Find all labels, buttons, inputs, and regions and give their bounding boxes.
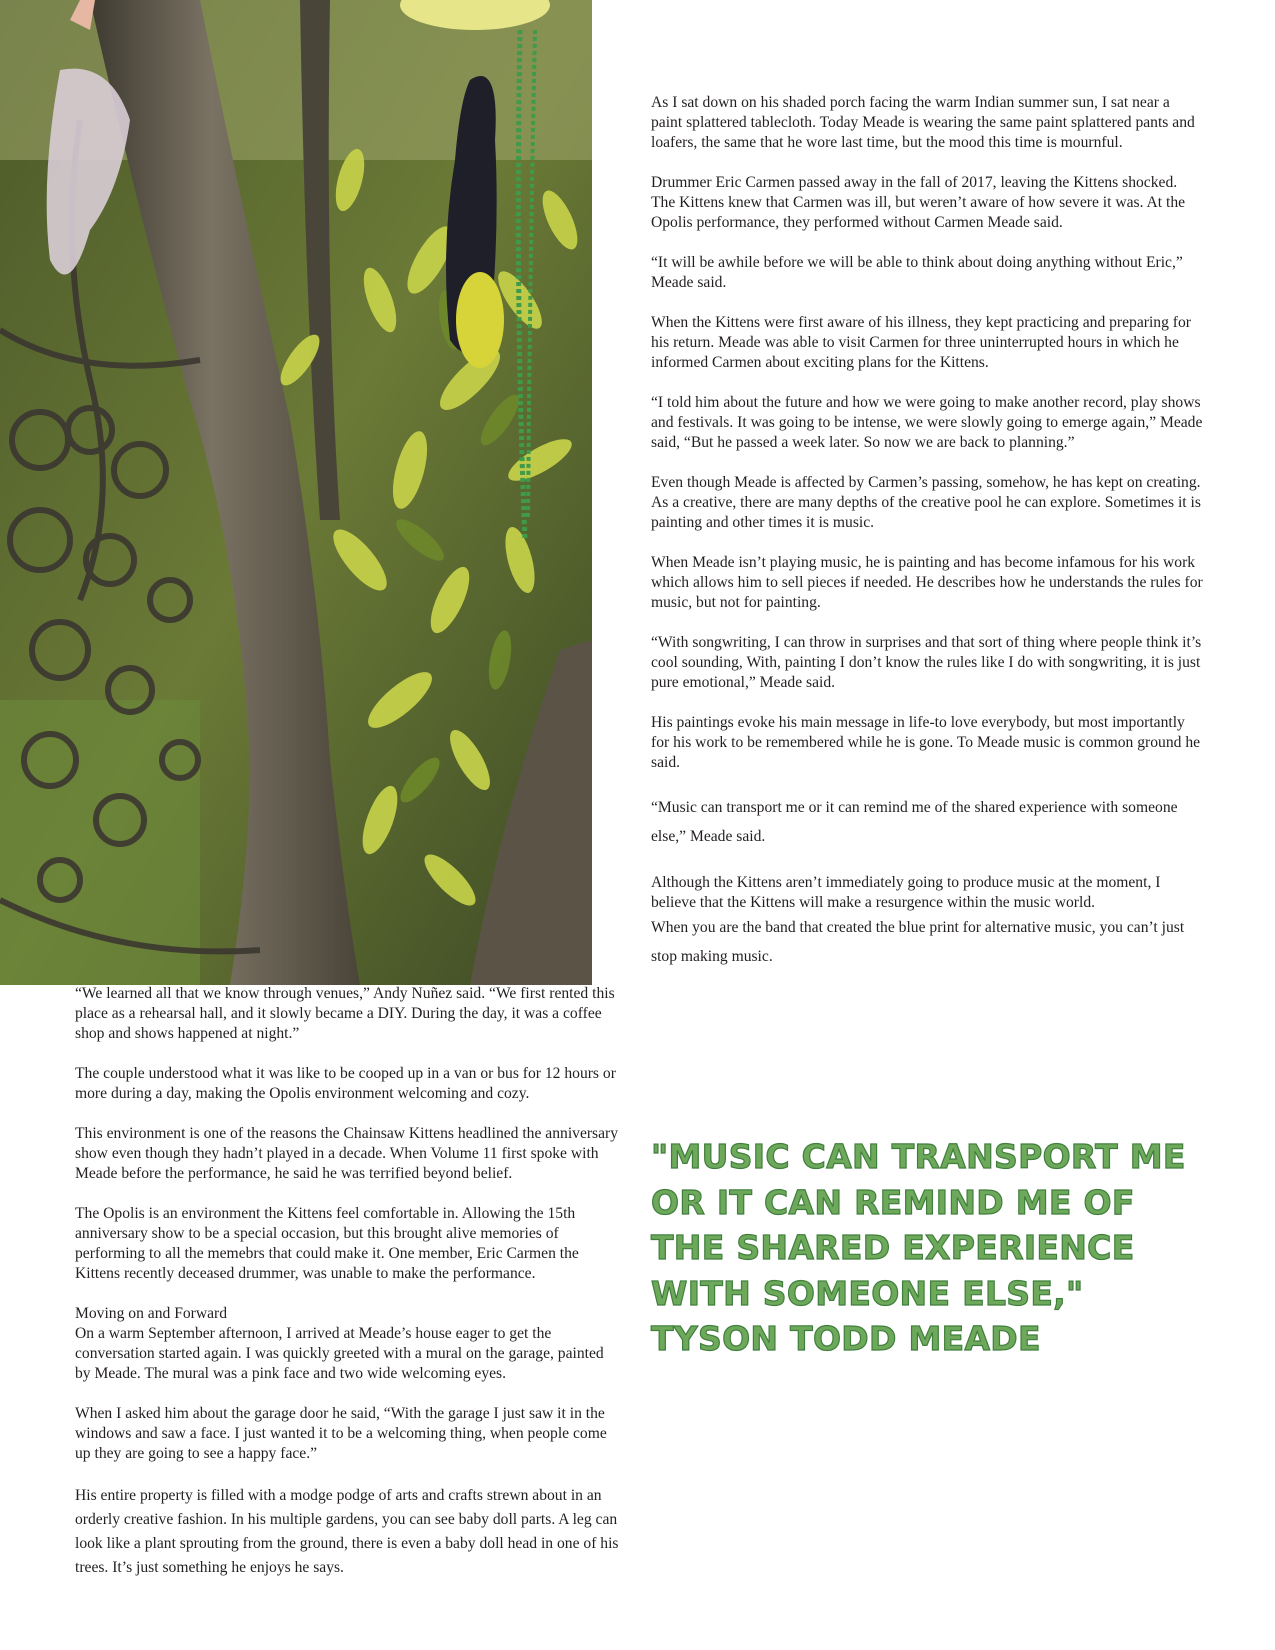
left-paragraph-4: The Opolis is an environment the Kittens feel comfortable in. Allowing the 15th anniversary show to be a special occasion, but this brought alive memories of performing to all the memebrs that could make it. One member, Eric Carmen the Kittens recently deceased drummer, was unable to make the performance. [75,1205,579,1282]
right-paragraph-2: Drummer Eric Carmen passed away in the fall of 2017, leaving the Kittens shocked. The Kittens knew that Carmen was ill, but weren’t aware of how severe it was. At the Opolis performance, they performed without Carmen Meade said. [651,174,1186,231]
left-paragraph-2: The couple understood what it was like to be cooped up in a van or bus for 12 hours or more during a day, making the Opolis environment welcoming and cozy. [75,1065,616,1102]
right-paragraph-7: When Meade isn’t playing music, he is painting and has become infamous for his work which allows him to sell pieces if needed. He describes how he understands the rules for music, but not for painting. [651,554,1203,611]
section-subheading: Moving on and Forward [75,1305,228,1322]
right-paragraph-3: “It will be awhile before we will be able to think about doing anything without Eric,” Meade said. [651,254,1183,291]
right-paragraph-6: Even though Meade is affected by Carmen’s passing, somehow, he has kept on creating. As a creative, there are many depths of the creative pool he can explore. Sometimes it is painting and other times it is music. [651,474,1201,531]
left-article-column [75,984,623,1600]
section-block [75,1304,623,1384]
right-paragraph-8: “With songwriting, I can throw in surprises and that sort of thing where people think it’s cool sounding, With, painting I don’t know the rules like I do with songwriting, it is just pure emotional,” Meade said. [651,634,1202,691]
right-paragraph-4: When the Kittens were first aware of his illness, they kept practicing and preparing for his return. Meade was able to visit Carmen for three uninterrupted hours in which he informed Carmen about exciting plans for the Kittens. [651,314,1191,371]
right-paragraph-11a: Although the Kittens aren’t immediately going to produce music at the moment, I believe that the Kittens will make a resurgence within the music world. [651,874,1161,911]
right-paragraph-11b: When you are the band that created the blue print for alternative music, you can’t just stop making music. [651,919,1185,965]
garden-photo [0,0,592,985]
left-paragraph-3: This environment is one of the reasons the Chainsaw Kittens headlined the anniversary show even though they hadn’t played in a decade. When Volume 11 first spoke with Meade before the performance, he said he was terrified beyond belief. [75,1125,619,1182]
left-paragraph-5: On a warm September afternoon, I arrived at Meade’s house eager to get the conversation started again. I was quickly greeted with a mural on the garage, painted by Meade. The mural was a pink face and two wide welcoming eyes. [75,1325,604,1382]
right-paragraph-9: His paintings evoke his main message in life-to love everybody, but most importantly for his work to be remembered while he is gone. To Meade music is common ground he said. [651,714,1201,771]
right-article-column [651,93,1203,971]
left-paragraph-1: “We learned all that we know through venues,” Andy Nuñez said. “We first rented this place as a rehearsal hall, and it slowly became a DIY. During the day, it was a coffee shop and shows happened at night.” [75,985,615,1042]
left-paragraph-6: When I asked him about the garage door he said, “With the garage I just saw it in the windows and saw a face. I just wanted it to be a welcoming thing, when people come up they are going to see a happy face.” [75,1405,607,1462]
pull-quote: "MUSIC CAN TRANSPORT ME OR IT CAN REMIND ME OF THE SHARED EXPERIENCE WITH SOMEONE ELSE," TYSON TODD MEADE [651,1137,1186,1358]
garden-photo-icon [0,0,592,985]
left-paragraph-7: His entire property is filled with a modge podge of arts and crafts strewn about in an orderly creative fashion. In his multiple gardens, you can see baby doll parts. A leg can look like a plant sprouting from the ground, there is even a baby doll head in one of his trees. It’s just something he enjoys he says. [75,1487,619,1576]
right-paragraph-5: “I told him about the future and how we were going to make another record, play shows and festivals. It was going to be intense, we were slowly going to emerge again,” Meade said, “But he passed a week later. So now we are back to planning.” [651,394,1203,451]
right-paragraph-10: “Music can transport me or it can remind me of the shared experience with someone else,” Meade said. [651,799,1178,845]
closing-block [651,873,1203,971]
right-paragraph-1: As I sat down on his shaded porch facing the warm Indian summer sun, I sat near a paint splattered tablecloth. Today Meade is wearing the same paint splattered pants and loafers, the same that he wore last time, but the mood this time is mournful. [651,94,1195,151]
